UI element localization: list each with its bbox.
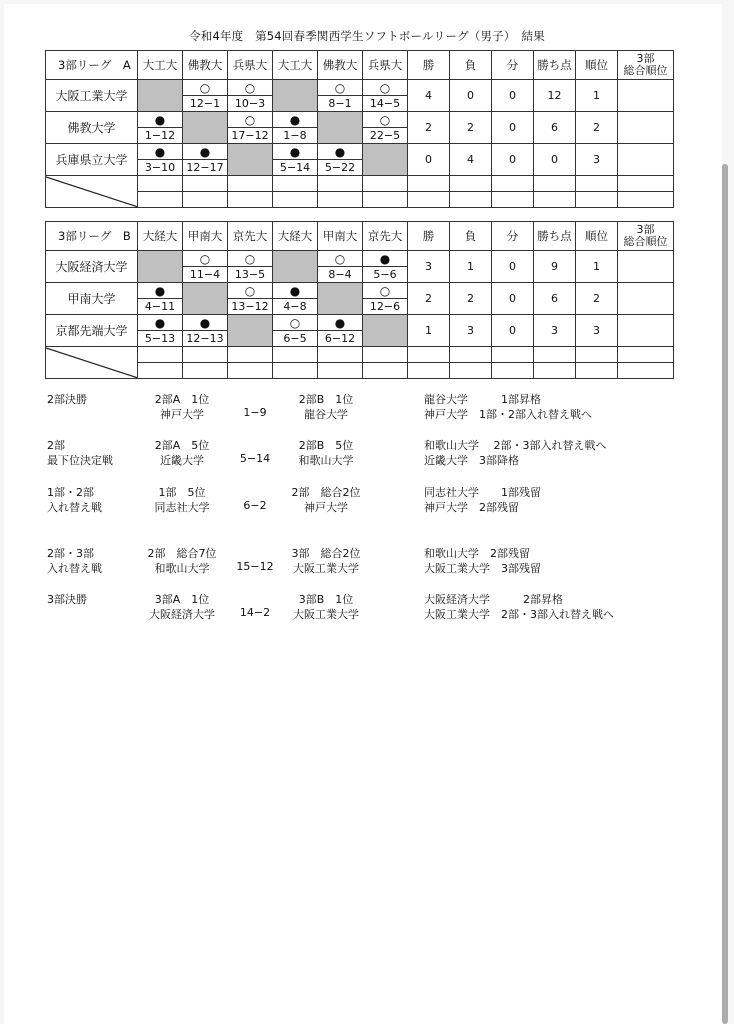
loss-dot-icon: ●	[318, 144, 363, 160]
match-score: 1−9	[243, 406, 267, 419]
match-score: 10−3	[228, 96, 273, 112]
stat-value: 2	[408, 112, 450, 144]
empty-cell	[273, 192, 318, 208]
team-name: 兵庫県立大学	[46, 144, 138, 176]
match-score: 4−8	[273, 299, 318, 315]
match-score: 6−2	[243, 499, 267, 512]
stat-value: 0	[408, 144, 450, 176]
overall-rank-header-line: 3部	[636, 52, 655, 65]
stat-value: 1	[450, 251, 492, 283]
empty-cell	[492, 363, 534, 379]
stat-column-header: 分	[492, 222, 534, 251]
stat-value: 0	[492, 251, 534, 283]
empty-cell	[408, 192, 450, 208]
match-score: 11−4	[183, 267, 228, 283]
match-name: 1部・2部	[47, 486, 94, 499]
left-team: 同志社大学	[154, 501, 210, 514]
stat-value: 2	[576, 283, 618, 315]
empty-row	[46, 192, 674, 208]
vertical-scrollbar[interactable]	[722, 164, 728, 1024]
self-match-cell	[363, 144, 408, 176]
overall-rank-header-line: 3部	[636, 223, 655, 236]
opponent-column-header: 京先大	[228, 222, 273, 251]
match-score: 17−12	[228, 128, 273, 144]
team-name: 大阪経済大学	[46, 251, 138, 283]
self-match-cell	[363, 315, 408, 347]
league-a-table	[45, 50, 674, 208]
loss-dot-icon: ●	[318, 315, 363, 331]
result-note: 龍谷大学 1部昇格	[424, 393, 541, 406]
right-seed-label: 3部 総合2位	[291, 547, 361, 560]
left-seed-label: 1部 5位	[158, 486, 206, 499]
opponent-column-header: 大工大	[138, 51, 183, 80]
empty-cell	[228, 363, 273, 379]
loss-dot-icon: ●	[138, 283, 183, 299]
stat-value: 6	[534, 283, 576, 315]
result-note: 和歌山大学 2部・3部入れ替え戦へ	[424, 439, 607, 452]
overall-rank-header	[618, 51, 674, 80]
loss-dot-icon: ●	[138, 112, 183, 128]
match-score: 4−11	[138, 299, 183, 315]
self-match-cell	[318, 283, 363, 315]
match-score: 8−1	[318, 96, 363, 112]
match-score: 1−12	[138, 128, 183, 144]
match-score: 5−6	[363, 267, 408, 283]
team-row	[46, 112, 674, 128]
overall-rank-cell	[618, 80, 674, 112]
team-row	[46, 283, 674, 299]
overall-rank-cell	[618, 112, 674, 144]
empty-cell	[576, 192, 618, 208]
match-score: 22−5	[363, 128, 408, 144]
empty-cell	[183, 347, 228, 363]
stat-value: 9	[534, 251, 576, 283]
loss-dot-icon: ●	[183, 144, 228, 160]
empty-cell	[138, 192, 183, 208]
right-team: 和歌山大学	[298, 454, 354, 467]
stat-value: 6	[534, 112, 576, 144]
stat-value: 0	[492, 80, 534, 112]
team-name: 大阪工業大学	[46, 80, 138, 112]
win-circle-icon: ○	[228, 80, 273, 96]
overall-rank-cell	[618, 144, 674, 176]
right-team: 大阪工業大学	[293, 562, 359, 575]
stat-value: 2	[576, 112, 618, 144]
left-seed-label: 2部 総合7位	[147, 547, 217, 560]
stat-value: 3	[534, 315, 576, 347]
loss-dot-icon: ●	[363, 251, 408, 267]
match-score: 12−6	[363, 299, 408, 315]
opponent-column-header: 京先大	[363, 222, 408, 251]
left-team: 近畿大学	[160, 454, 204, 467]
right-seed-label: 2部 総合2位	[291, 486, 361, 499]
match-score: 13−5	[228, 267, 273, 283]
opponent-column-header: 大経大	[138, 222, 183, 251]
loss-dot-icon: ●	[273, 112, 318, 128]
empty-cell	[534, 347, 576, 363]
team-row	[46, 144, 674, 160]
empty-cell	[318, 347, 363, 363]
team-row	[46, 251, 674, 267]
result-note: 大阪工業大学 3部残留	[424, 562, 541, 575]
result-note: 和歌山大学 2部残留	[424, 547, 530, 560]
stat-column-header: 分	[492, 51, 534, 80]
match-name: 2部・3部	[47, 547, 94, 560]
opponent-column-header: 兵県大	[363, 51, 408, 80]
stat-column-header: 負	[450, 51, 492, 80]
result-note: 神戸大学 1部・2部入れ替え戦へ	[424, 408, 592, 421]
empty-cell	[228, 347, 273, 363]
stat-value: 0	[492, 112, 534, 144]
empty-cell	[618, 176, 674, 192]
empty-cell	[492, 347, 534, 363]
opponent-column-header: 大経大	[273, 222, 318, 251]
team-name: 佛教大学	[46, 112, 138, 144]
match-score: 3−10	[138, 160, 183, 176]
empty-cell	[450, 347, 492, 363]
empty-cell	[534, 192, 576, 208]
empty-cell	[576, 347, 618, 363]
win-circle-icon: ○	[363, 80, 408, 96]
stat-column-header: 勝	[408, 51, 450, 80]
self-match-cell	[273, 80, 318, 112]
team-row	[46, 315, 674, 331]
opponent-column-header: 甲南大	[318, 222, 363, 251]
self-match-cell	[228, 144, 273, 176]
opponent-column-header: 大工大	[273, 51, 318, 80]
empty-cell	[318, 176, 363, 192]
match-score: 1−8	[273, 128, 318, 144]
empty-cell	[450, 192, 492, 208]
empty-cell	[273, 176, 318, 192]
stat-value: 3	[576, 315, 618, 347]
stat-column-header: 勝ち点	[534, 51, 576, 80]
empty-cell	[273, 347, 318, 363]
left-team: 神戸大学	[160, 408, 204, 421]
overall-rank-cell	[618, 283, 674, 315]
stat-column-header: 勝	[408, 222, 450, 251]
loss-dot-icon: ●	[138, 144, 183, 160]
match-score: 8−4	[318, 267, 363, 283]
empty-cell	[228, 192, 273, 208]
self-match-cell	[183, 112, 228, 144]
match-score: 5−13	[138, 331, 183, 347]
overall-rank-cell	[618, 251, 674, 283]
stat-value: 3	[450, 315, 492, 347]
self-match-cell	[228, 315, 273, 347]
overall-rank-header	[618, 222, 674, 251]
match-name: 2部決勝	[47, 393, 87, 406]
match-score: 15−12	[236, 560, 274, 573]
opponent-column-header: 佛教大	[318, 51, 363, 80]
empty-cell	[408, 347, 450, 363]
empty-row	[46, 176, 674, 192]
stat-value: 1	[576, 80, 618, 112]
loss-dot-icon: ●	[138, 315, 183, 331]
right-seed-label: 2部B 1位	[298, 393, 354, 406]
match-score: 13−12	[228, 299, 273, 315]
empty-cell	[534, 363, 576, 379]
stat-value: 1	[576, 251, 618, 283]
empty-cell	[228, 176, 273, 192]
match-score: 14−5	[363, 96, 408, 112]
win-circle-icon: ○	[363, 283, 408, 299]
empty-cell	[450, 176, 492, 192]
self-match-cell	[273, 251, 318, 283]
win-circle-icon: ○	[183, 251, 228, 267]
stat-column-header: 勝ち点	[534, 222, 576, 251]
empty-cell	[450, 363, 492, 379]
empty-cell	[492, 192, 534, 208]
empty-cell	[138, 176, 183, 192]
stat-value: 0	[450, 80, 492, 112]
stat-value: 3	[576, 144, 618, 176]
left-team: 大阪経済大学	[149, 608, 215, 621]
loss-dot-icon: ●	[273, 283, 318, 299]
team-name: 甲南大学	[46, 283, 138, 315]
match-score: 14−2	[239, 606, 271, 619]
match-score: 12−1	[183, 96, 228, 112]
overall-rank-cell	[618, 315, 674, 347]
opponent-column-header: 佛教大	[183, 51, 228, 80]
win-circle-icon: ○	[318, 251, 363, 267]
league-name: 3部リーグ B	[46, 222, 138, 251]
match-score: 5−14	[239, 452, 271, 465]
empty-cell	[273, 363, 318, 379]
match-score: 6−12	[318, 331, 363, 347]
header-row	[46, 222, 674, 251]
match-score: 5−22	[318, 160, 363, 176]
match-name: 入れ替え戦	[47, 501, 102, 514]
empty-cell	[534, 176, 576, 192]
left-seed-label: 3部A 1位	[154, 593, 210, 606]
win-circle-icon: ○	[273, 315, 318, 331]
empty-cell	[318, 363, 363, 379]
stat-value: 0	[534, 144, 576, 176]
empty-cell	[363, 176, 408, 192]
win-circle-icon: ○	[318, 80, 363, 96]
empty-cell	[363, 363, 408, 379]
stat-column-header: 負	[450, 222, 492, 251]
empty-cell	[183, 192, 228, 208]
self-match-cell	[138, 80, 183, 112]
right-team: 大阪工業大学	[293, 608, 359, 621]
empty-cell	[363, 192, 408, 208]
win-circle-icon: ○	[228, 283, 273, 299]
team-name: 京都先端大学	[46, 315, 138, 347]
opponent-column-header: 兵県大	[228, 51, 273, 80]
match-name: 2部	[47, 439, 65, 452]
opponent-column-header: 甲南大	[183, 222, 228, 251]
left-team: 和歌山大学	[154, 562, 210, 575]
empty-row	[46, 347, 674, 363]
win-circle-icon: ○	[363, 112, 408, 128]
self-match-cell	[318, 112, 363, 144]
diagonal-slash-cell	[46, 347, 138, 379]
stat-value: 2	[450, 112, 492, 144]
empty-cell	[183, 176, 228, 192]
match-name: 3部決勝	[47, 593, 87, 606]
match-score: 6−5	[273, 331, 318, 347]
empty-cell	[618, 363, 674, 379]
result-note: 大阪工業大学 2部・3部入れ替え戦へ	[424, 608, 614, 621]
league-b-table	[45, 221, 674, 379]
loss-dot-icon: ●	[183, 315, 228, 331]
header-row	[46, 51, 674, 80]
empty-cell	[408, 363, 450, 379]
empty-cell	[576, 363, 618, 379]
loss-dot-icon: ●	[273, 144, 318, 160]
result-note: 同志社大学 1部残留	[424, 486, 541, 499]
right-seed-label: 3部B 1位	[298, 593, 354, 606]
stat-value: 12	[534, 80, 576, 112]
empty-row	[46, 363, 674, 379]
right-team: 龍谷大学	[304, 408, 348, 421]
match-score: 12−17	[183, 160, 228, 176]
empty-cell	[618, 192, 674, 208]
stat-value: 0	[492, 315, 534, 347]
diagonal-line	[46, 347, 138, 379]
overall-rank-header-line: 総合順位	[623, 235, 668, 248]
diagonal-slash-cell	[46, 176, 138, 208]
stat-value: 4	[408, 80, 450, 112]
stat-value: 4	[450, 144, 492, 176]
result-note: 大阪経済大学 2部昇格	[424, 593, 563, 606]
empty-cell	[318, 192, 363, 208]
empty-cell	[138, 347, 183, 363]
win-circle-icon: ○	[228, 251, 273, 267]
empty-cell	[183, 363, 228, 379]
left-seed-label: 2部A 5位	[154, 439, 210, 452]
stat-value: 2	[450, 283, 492, 315]
document-title: 令和4年度 第54回春季関西学生ソフトボールリーグ（男子） 結果	[189, 29, 545, 43]
empty-cell	[618, 347, 674, 363]
empty-cell	[363, 347, 408, 363]
empty-cell	[408, 176, 450, 192]
stat-value: 0	[492, 283, 534, 315]
stat-column-header: 順位	[576, 51, 618, 80]
result-note: 近畿大学 3部降格	[424, 454, 519, 467]
empty-cell	[138, 363, 183, 379]
left-seed-label: 2部A 1位	[154, 393, 210, 406]
result-note: 神戸大学 2部残留	[424, 501, 519, 514]
overall-rank-header-line: 総合順位	[623, 64, 668, 77]
empty-cell	[576, 176, 618, 192]
win-circle-icon: ○	[183, 80, 228, 96]
self-match-cell	[183, 283, 228, 315]
match-score: 5−14	[273, 160, 318, 176]
diagonal-line	[46, 176, 138, 208]
match-score: 12−13	[183, 331, 228, 347]
win-circle-icon: ○	[228, 112, 273, 128]
match-name: 最下位決定戦	[47, 454, 113, 467]
league-name: 3部リーグ A	[46, 51, 138, 80]
stat-value: 3	[408, 251, 450, 283]
self-match-cell	[138, 251, 183, 283]
right-seed-label: 2部B 5位	[298, 439, 354, 452]
empty-cell	[492, 176, 534, 192]
stat-value: 2	[408, 283, 450, 315]
match-name: 入れ替え戦	[47, 562, 102, 575]
team-row	[46, 80, 674, 96]
right-team: 神戸大学	[304, 501, 348, 514]
stat-value: 0	[492, 144, 534, 176]
stat-column-header: 順位	[576, 222, 618, 251]
stat-value: 1	[408, 315, 450, 347]
